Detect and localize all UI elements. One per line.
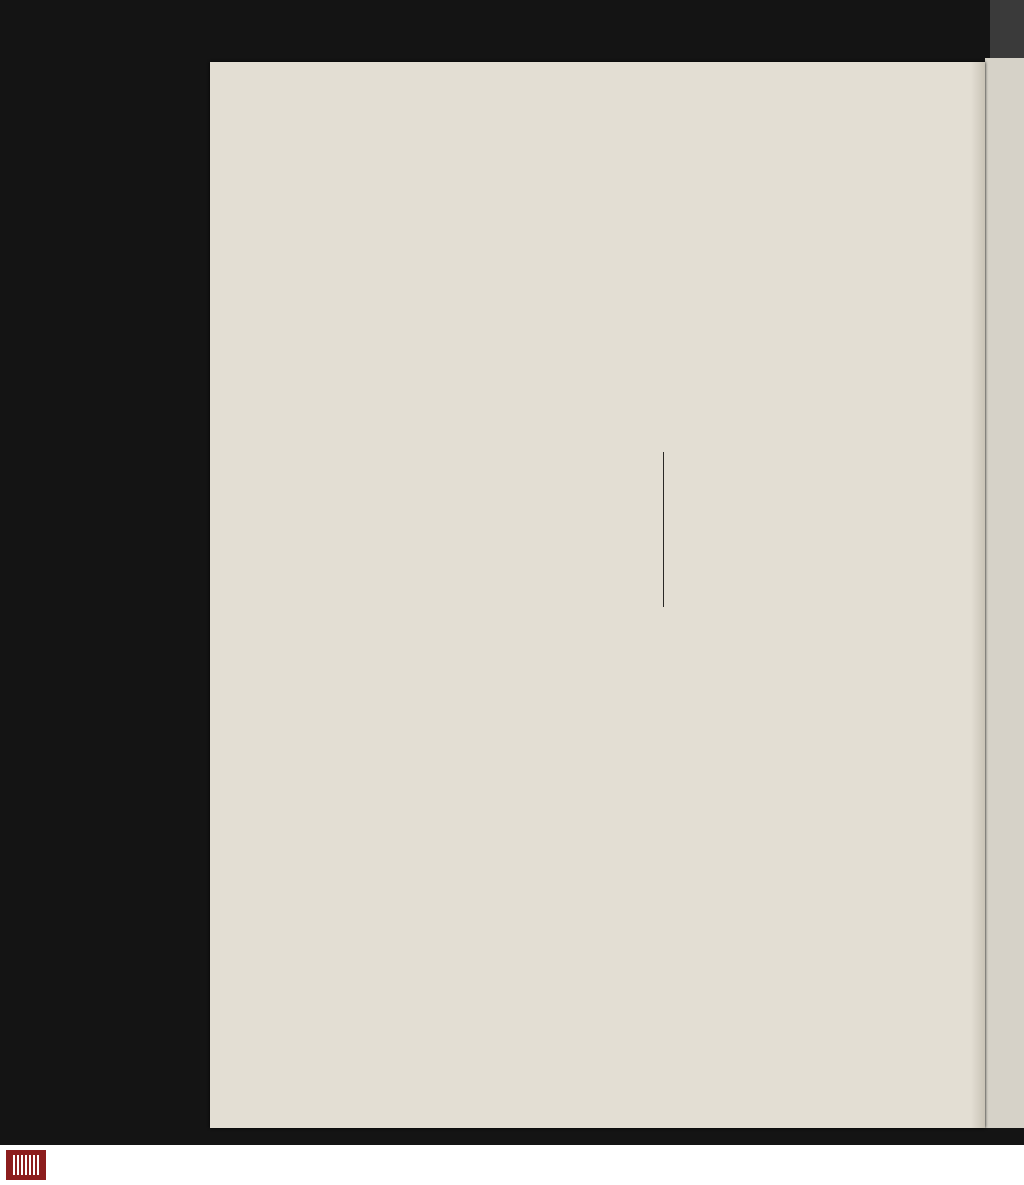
column-divider	[663, 452, 664, 607]
page-gutter-shadow	[971, 62, 985, 1128]
footer-bar	[0, 1145, 1024, 1185]
hab-barcode-logo-icon[interactable]	[6, 1150, 46, 1180]
book-page	[210, 62, 985, 1128]
next-page-edge	[985, 58, 1024, 1128]
next-page-top-strip	[990, 0, 1024, 58]
